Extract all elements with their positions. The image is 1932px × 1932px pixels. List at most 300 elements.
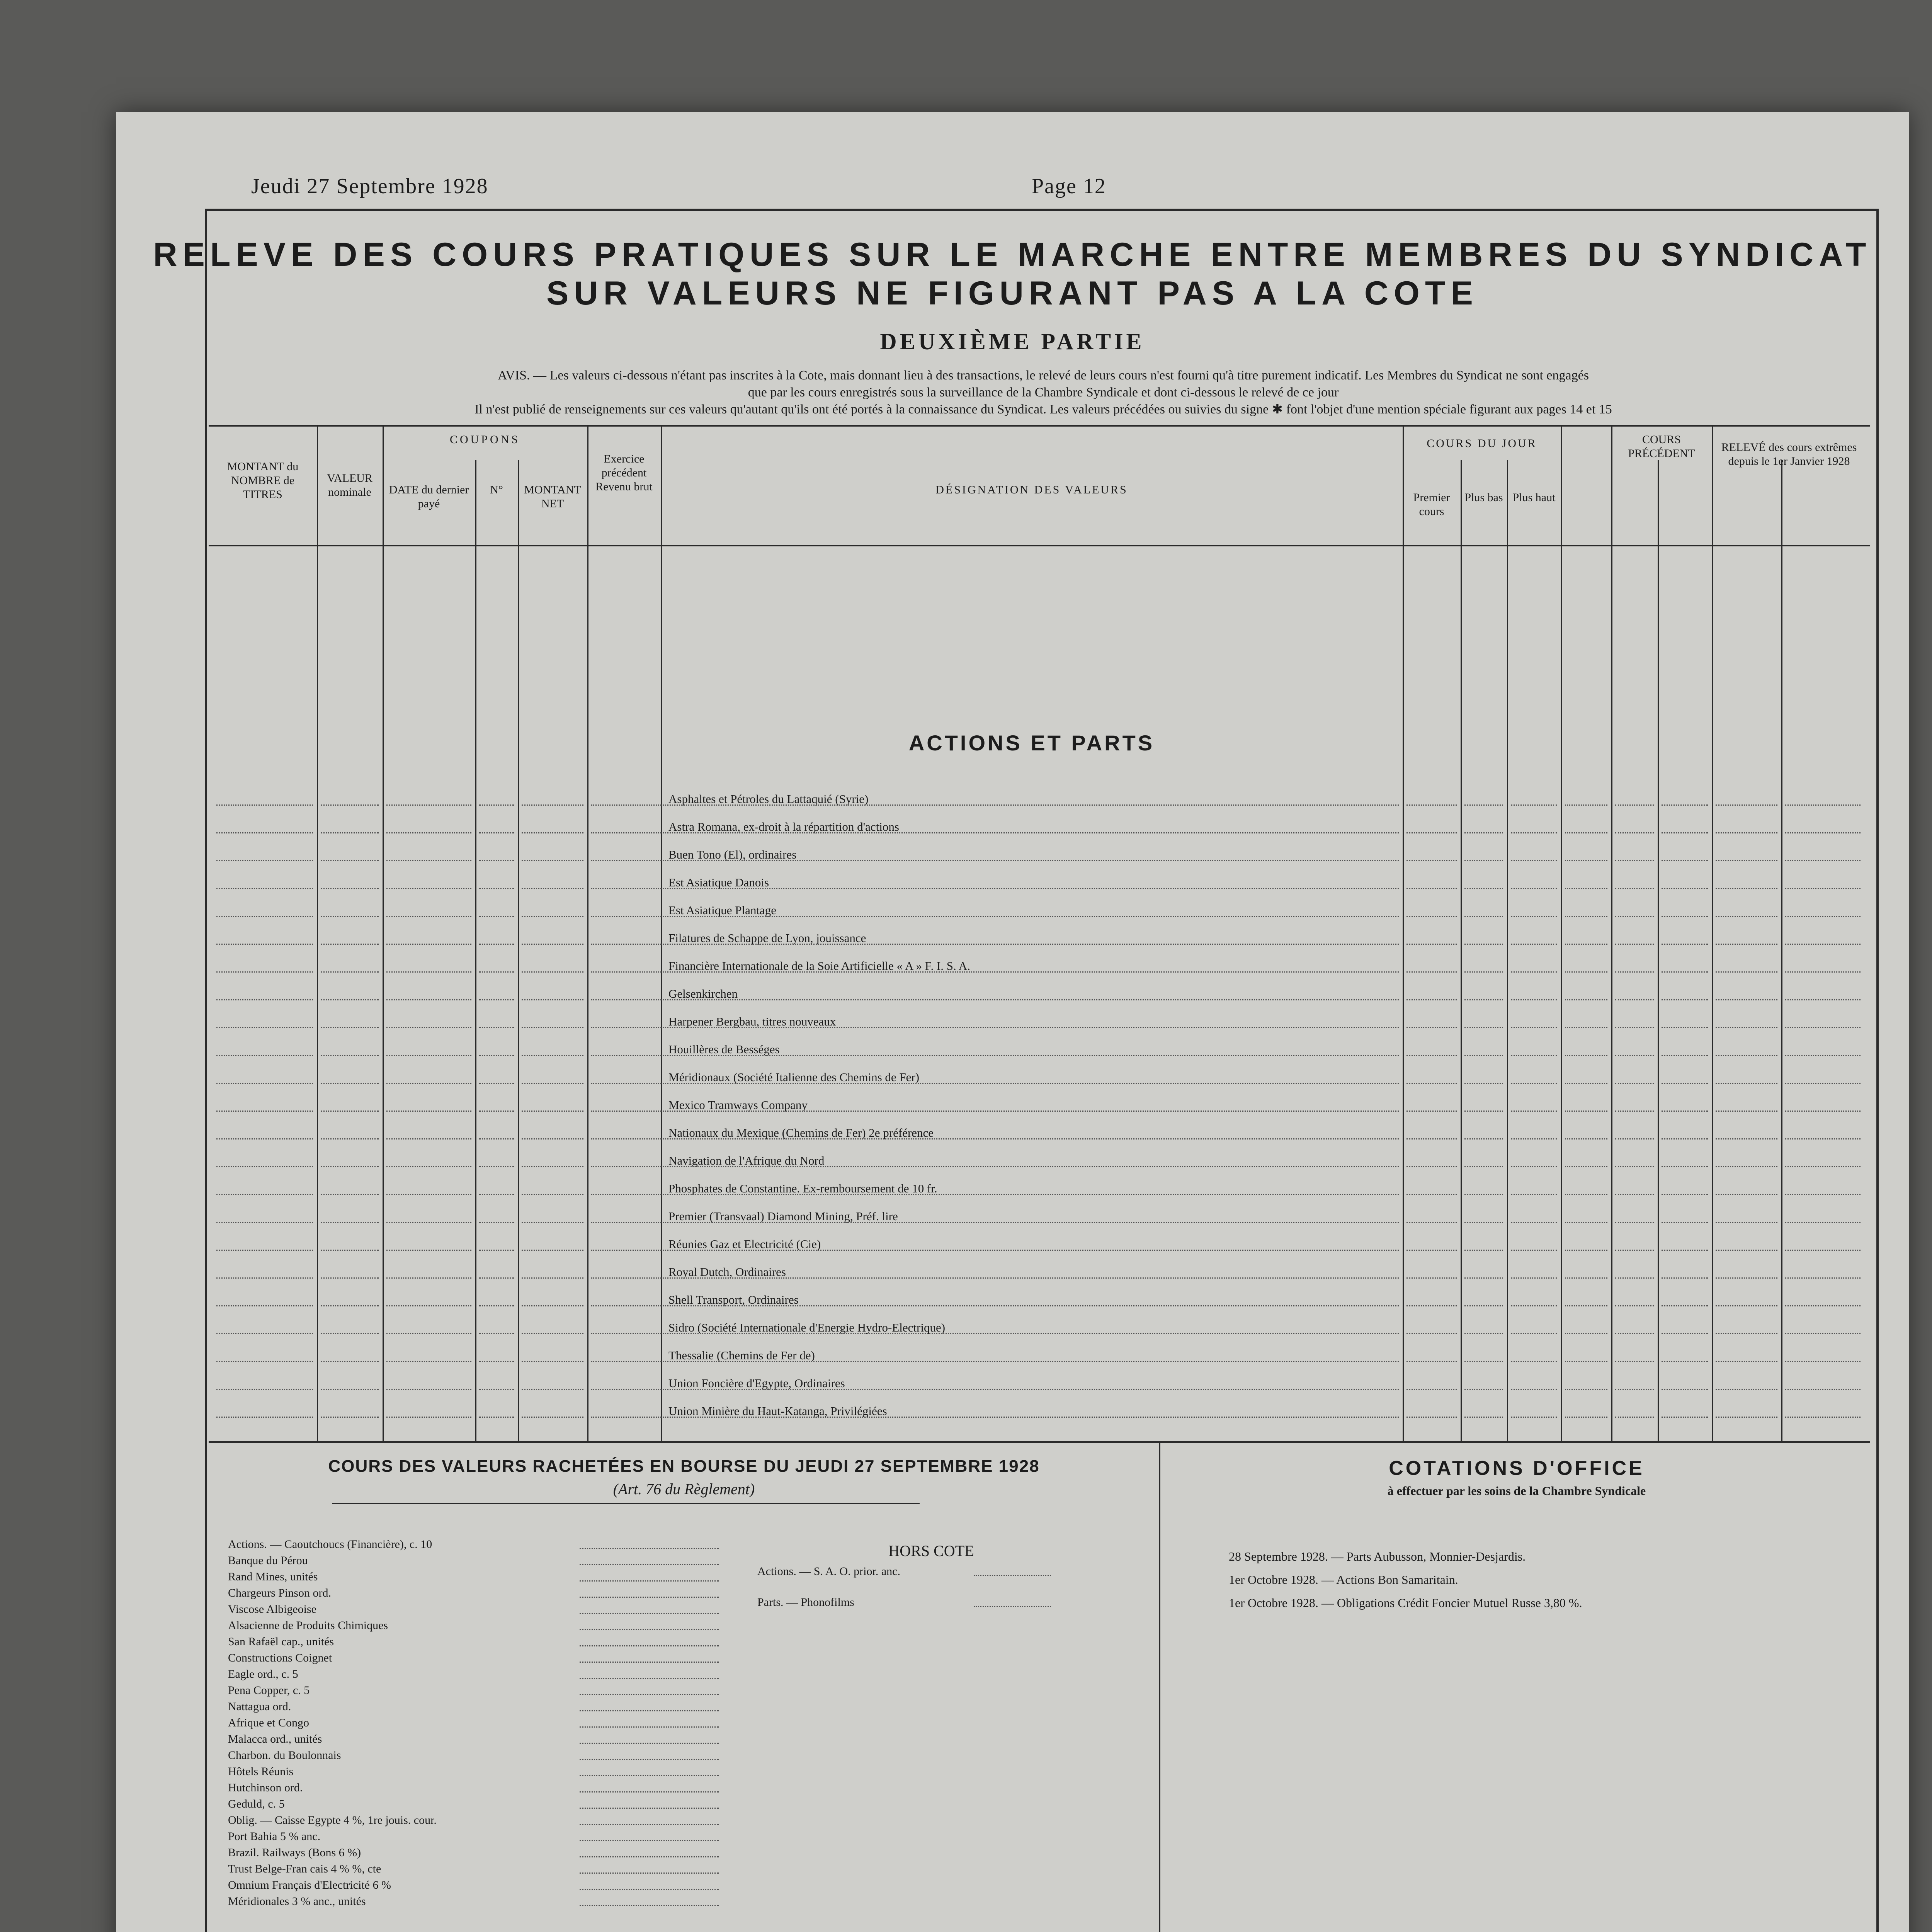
- dotted-leader: [1615, 804, 1654, 806]
- dotted-leader: [591, 971, 1399, 973]
- dotted-leader: [522, 971, 583, 973]
- dotted-leader: [321, 1055, 379, 1056]
- col-divider: [1561, 425, 1562, 1441]
- dotted-leader: [386, 1305, 471, 1306]
- dotted-leader: [216, 944, 313, 945]
- dotted-leader: [591, 888, 1399, 889]
- dotted-leader: [1565, 944, 1607, 945]
- dotted-leader: [1406, 1194, 1457, 1195]
- dotted-leader: [386, 832, 471, 833]
- dotted-leader: [1565, 1166, 1607, 1167]
- dotted-leader: [1511, 1166, 1557, 1167]
- dotted-leader: [1406, 1389, 1457, 1390]
- dotted-leader: [522, 1166, 583, 1167]
- dotted-leader: [386, 1389, 471, 1390]
- dotted-leader: [1662, 1222, 1708, 1223]
- dotted-leader: [1406, 1055, 1457, 1056]
- col-exercice: Exercice précédent Revenu brut: [595, 452, 653, 493]
- dotted-leader: [1785, 804, 1861, 806]
- dotted-leader: [522, 1194, 583, 1195]
- dotted-leader: [479, 1166, 514, 1167]
- dotted-leader: [1464, 1222, 1503, 1223]
- hors-cote-title: HORS COTE: [888, 1542, 974, 1560]
- rachetees-item: Charbon. du Boulonnais: [228, 1749, 341, 1762]
- col-montant: MONTANT du NOMBRE de TITRES: [227, 460, 299, 501]
- dotted-leader: [1406, 1111, 1457, 1112]
- dotted-leader: [386, 1361, 471, 1362]
- dotted-leader: [1464, 1138, 1503, 1139]
- cotations-subtitle: à effectuer par les soins de la Chambre Syndicale: [1387, 1484, 1646, 1498]
- dotted-leader: [1406, 1305, 1457, 1306]
- dotted-leader: [1464, 1166, 1503, 1167]
- dotted-leader: [974, 1606, 1051, 1607]
- dotted-leader: [1716, 999, 1777, 1000]
- dotted-leader: [479, 860, 514, 861]
- dotted-leader: [1785, 832, 1861, 833]
- dotted-leader: [1511, 1250, 1557, 1251]
- col-premier: Premier cours: [1413, 491, 1450, 518]
- dotted-leader: [591, 1166, 1399, 1167]
- dotted-leader: [1511, 916, 1557, 917]
- dotted-leader: [479, 1250, 514, 1251]
- dotted-leader: [1662, 1083, 1708, 1084]
- rachetees-item: Alsacienne de Produits Chimiques: [228, 1619, 388, 1632]
- dotted-leader: [580, 1662, 719, 1663]
- actions-row-designation: Est Asiatique Plantage: [668, 903, 776, 917]
- dotted-leader: [974, 1575, 1051, 1576]
- dotted-leader: [1464, 944, 1503, 945]
- dotted-leader: [1511, 1027, 1557, 1028]
- dotted-leader: [1716, 1277, 1777, 1279]
- dotted-leader: [1565, 1194, 1607, 1195]
- section-divider: [1159, 1441, 1160, 1932]
- dotted-leader: [580, 1889, 719, 1890]
- dotted-leader: [1511, 832, 1557, 833]
- dotted-leader: [522, 1111, 583, 1112]
- actions-row-designation: Premier (Transvaal) Diamond Mining, Préf. lire: [668, 1209, 898, 1223]
- dotted-leader: [522, 1333, 583, 1334]
- dotted-leader: [522, 1417, 583, 1418]
- dotted-leader: [1511, 1083, 1557, 1084]
- dotted-leader: [321, 1111, 379, 1112]
- dotted-leader: [386, 1027, 471, 1028]
- dotted-leader: [1716, 916, 1777, 917]
- table-top-rule: [209, 425, 1870, 427]
- dotted-leader: [216, 1277, 313, 1279]
- dotted-leader: [216, 1333, 313, 1334]
- dotted-leader: [591, 1333, 1399, 1334]
- dotted-leader: [1615, 1027, 1654, 1028]
- dotted-leader: [1785, 971, 1861, 973]
- dotted-leader: [1565, 916, 1607, 917]
- dotted-leader: [1565, 888, 1607, 889]
- dotted-leader: [1785, 1222, 1861, 1223]
- rachetees-item: Rand Mines, unités: [228, 1570, 318, 1583]
- dotted-leader: [1406, 888, 1457, 889]
- dotted-leader: [1785, 860, 1861, 861]
- dotted-leader: [1785, 916, 1861, 917]
- dotted-leader: [321, 1083, 379, 1084]
- rachetees-item: Banque du Pérou: [228, 1554, 308, 1567]
- dotted-leader: [1716, 1250, 1777, 1251]
- col-coupons: COUPONS: [449, 433, 520, 446]
- dotted-leader: [216, 916, 313, 917]
- dotted-leader: [321, 1389, 379, 1390]
- dotted-leader: [1406, 1417, 1457, 1418]
- dotted-leader: [386, 1166, 471, 1167]
- cotations-item: 1er Octobre 1928. — Actions Bon Samaritain.: [1229, 1573, 1458, 1587]
- dotted-leader: [1511, 1055, 1557, 1056]
- actions-row-designation: Réunies Gaz et Electricité (Cie): [668, 1237, 821, 1251]
- dotted-leader: [1662, 804, 1708, 806]
- dotted-leader: [1716, 971, 1777, 973]
- dotted-leader: [1511, 1305, 1557, 1306]
- dotted-leader: [1511, 971, 1557, 973]
- rachetees-item: Viscose Albigeoise: [228, 1603, 316, 1616]
- rachetees-item: Brazil. Railways (Bons 6 %): [228, 1846, 361, 1859]
- dotted-leader: [1615, 1194, 1654, 1195]
- dotted-leader: [479, 1222, 514, 1223]
- dotted-leader: [591, 944, 1399, 945]
- dotted-leader: [1785, 1194, 1861, 1195]
- dotted-leader: [386, 916, 471, 917]
- dotted-leader: [321, 944, 379, 945]
- dotted-leader: [1716, 1417, 1777, 1418]
- dotted-leader: [1662, 832, 1708, 833]
- rachetees-item: Chargeurs Pinson ord.: [228, 1587, 331, 1599]
- dotted-leader: [1785, 1083, 1861, 1084]
- dotted-leader: [1464, 1027, 1503, 1028]
- dotted-leader: [1464, 1055, 1503, 1056]
- dotted-leader: [321, 888, 379, 889]
- dotted-leader: [216, 1250, 313, 1251]
- dotted-leader: [1615, 1111, 1654, 1112]
- col-divider: [1507, 460, 1508, 1441]
- rachetees-item: Méridionales 3 % anc., unités: [228, 1895, 366, 1908]
- col-divider: [518, 460, 519, 1441]
- dotted-leader: [580, 1710, 719, 1711]
- cotations-title: COTATIONS D'OFFICE: [1389, 1457, 1645, 1480]
- dotted-leader: [1406, 1222, 1457, 1223]
- main-title-line1: RELEVE DES COURS PRATIQUES SUR LE MARCHE ENTRE MEMBRES DU SYNDICAT: [153, 236, 1872, 273]
- dotted-leader: [1785, 1111, 1861, 1112]
- dotted-leader: [1785, 1277, 1861, 1279]
- rachetees-item: Trust Belge-Fran cais 4 % %, cte: [228, 1862, 381, 1875]
- rachetees-item: Geduld, c. 5: [228, 1798, 285, 1810]
- dotted-leader: [580, 1775, 719, 1776]
- rachetees-item: Eagle ord., c. 5: [228, 1668, 298, 1680]
- dotted-leader: [522, 888, 583, 889]
- dotted-leader: [591, 1111, 1399, 1112]
- dotted-leader: [1662, 1333, 1708, 1334]
- dotted-leader: [321, 832, 379, 833]
- dotted-leader: [1406, 916, 1457, 917]
- dotted-leader: [591, 1138, 1399, 1139]
- dotted-leader: [216, 1055, 313, 1056]
- dotted-leader: [580, 1645, 719, 1646]
- col-valeur: VALEUR nominale: [327, 472, 372, 498]
- dotted-leader: [216, 999, 313, 1000]
- dotted-leader: [216, 1194, 313, 1195]
- dotted-leader: [1565, 1361, 1607, 1362]
- actions-row-designation: Sidro (Société Internationale d'Energie Hydro-Electrique): [668, 1321, 946, 1334]
- dotted-leader: [386, 1055, 471, 1056]
- dotted-leader: [1511, 1138, 1557, 1139]
- actions-row-designation: Houillères de Bességes: [668, 1043, 780, 1056]
- dotted-leader: [1716, 1361, 1777, 1362]
- dotted-leader: [1615, 1166, 1654, 1167]
- dotted-leader: [216, 971, 313, 973]
- actions-row-designation: Navigation de l'Afrique du Nord: [668, 1154, 825, 1167]
- dotted-leader: [580, 1564, 719, 1565]
- dotted-leader: [479, 804, 514, 806]
- dotted-leader: [321, 999, 379, 1000]
- dotted-leader: [386, 1138, 471, 1139]
- dotted-leader: [522, 1055, 583, 1056]
- dotted-leader: [580, 1856, 719, 1857]
- dotted-leader: [1464, 1194, 1503, 1195]
- dotted-leader: [1716, 1111, 1777, 1112]
- dotted-leader: [479, 1083, 514, 1084]
- dotted-leader: [1785, 1055, 1861, 1056]
- dotted-leader: [1406, 832, 1457, 833]
- dotted-leader: [1615, 1083, 1654, 1084]
- dotted-leader: [1785, 1361, 1861, 1362]
- dotted-leader: [1406, 804, 1457, 806]
- dotted-leader: [216, 1417, 313, 1418]
- dotted-leader: [386, 860, 471, 861]
- dotted-leader: [1565, 1250, 1607, 1251]
- dotted-leader: [386, 1333, 471, 1334]
- dotted-leader: [1785, 888, 1861, 889]
- dotted-leader: [479, 888, 514, 889]
- dotted-leader: [321, 1194, 379, 1195]
- dotted-leader: [386, 1194, 471, 1195]
- col-divider: [1611, 425, 1612, 1441]
- dotted-leader: [1662, 1389, 1708, 1390]
- dotted-leader: [522, 1361, 583, 1362]
- dotted-leader: [1464, 916, 1503, 917]
- dotted-leader: [1716, 1166, 1777, 1167]
- dotted-leader: [1565, 804, 1607, 806]
- dotted-leader: [1565, 1417, 1607, 1418]
- dotted-leader: [580, 1840, 719, 1841]
- dotted-leader: [1716, 1305, 1777, 1306]
- dotted-leader: [1615, 860, 1654, 861]
- actions-row-designation: Astra Romana, ex-droit à la répartition d'actions: [668, 820, 899, 833]
- dotted-leader: [1565, 1138, 1607, 1139]
- avis-line2: que par les cours enregistrés sous la surveillance de la Chambre Syndicale et dont ci-dessous le relevé de ce jour: [748, 385, 1339, 400]
- dotted-leader: [1464, 832, 1503, 833]
- dotted-leader: [591, 804, 1399, 806]
- dotted-leader: [1615, 1417, 1654, 1418]
- dotted-leader: [1716, 1083, 1777, 1084]
- dotted-leader: [580, 1580, 719, 1582]
- rachetees-title: COURS DES VALEURS RACHETÉES EN BOURSE DU JEUDI 27 SEPTEMBRE 1928: [328, 1457, 1040, 1476]
- col-divider: [475, 460, 476, 1441]
- dotted-leader: [1615, 1250, 1654, 1251]
- dotted-leader: [216, 804, 313, 806]
- dotted-leader: [1716, 888, 1777, 889]
- dotted-leader: [591, 1250, 1399, 1251]
- dotted-leader: [1662, 1166, 1708, 1167]
- dotted-leader: [1565, 1305, 1607, 1306]
- dotted-leader: [580, 1824, 719, 1825]
- dotted-leader: [479, 1194, 514, 1195]
- col-plus-haut: Plus haut: [1512, 491, 1556, 504]
- dotted-leader: [1464, 1083, 1503, 1084]
- dotted-leader: [522, 916, 583, 917]
- dotted-leader: [522, 1389, 583, 1390]
- dotted-leader: [1406, 944, 1457, 945]
- dotted-leader: [1464, 1305, 1503, 1306]
- dotted-leader: [1406, 1333, 1457, 1334]
- dotted-leader: [1716, 804, 1777, 806]
- dotted-leader: [321, 860, 379, 861]
- dotted-leader: [1406, 999, 1457, 1000]
- dotted-leader: [1662, 916, 1708, 917]
- dotted-leader: [522, 1250, 583, 1251]
- rachetees-rule: [332, 1503, 920, 1504]
- dotted-leader: [1615, 1277, 1654, 1279]
- dotted-leader: [1406, 860, 1457, 861]
- col-divider: [1712, 425, 1713, 1441]
- dotted-leader: [1615, 1055, 1654, 1056]
- dotted-leader: [1662, 1277, 1708, 1279]
- dotted-leader: [591, 1083, 1399, 1084]
- dotted-leader: [1565, 832, 1607, 833]
- dotted-leader: [1662, 1417, 1708, 1418]
- dotted-leader: [479, 1111, 514, 1112]
- actions-row-designation: Gelsenkirchen: [668, 987, 738, 1000]
- dotted-leader: [479, 1027, 514, 1028]
- dotted-leader: [1785, 944, 1861, 945]
- page-date: Jeudi 27 Septembre 1928: [251, 174, 488, 198]
- dotted-leader: [1785, 1305, 1861, 1306]
- dotted-leader: [580, 1791, 719, 1793]
- dotted-leader: [1716, 832, 1777, 833]
- dotted-leader: [321, 916, 379, 917]
- dotted-leader: [591, 1027, 1399, 1028]
- col-divider: [317, 425, 318, 1441]
- newspaper-page: [116, 112, 1909, 1932]
- dotted-leader: [321, 1166, 379, 1167]
- dotted-leader: [591, 1305, 1399, 1306]
- dotted-leader: [216, 1166, 313, 1167]
- dotted-leader: [479, 999, 514, 1000]
- dotted-leader: [479, 1333, 514, 1334]
- dotted-leader: [1662, 1027, 1708, 1028]
- dotted-leader: [386, 1083, 471, 1084]
- col-plus-bas: Plus bas: [1464, 491, 1503, 504]
- dotted-leader: [1615, 1305, 1654, 1306]
- table-head-rule: [209, 545, 1870, 546]
- dotted-leader: [1406, 1277, 1457, 1279]
- dotted-leader: [1615, 888, 1654, 889]
- dotted-leader: [1511, 1222, 1557, 1223]
- dotted-leader: [1615, 1389, 1654, 1390]
- dotted-leader: [580, 1629, 719, 1630]
- actions-row-designation: Union Foncière d'Egypte, Ordinaires: [668, 1376, 845, 1390]
- rachetees-item: Afrique et Congo: [228, 1716, 309, 1729]
- dotted-leader: [522, 1083, 583, 1084]
- dotted-leader: [321, 1361, 379, 1362]
- dotted-leader: [1464, 971, 1503, 973]
- dotted-leader: [1662, 860, 1708, 861]
- cotations-item: 28 Septembre 1928. — Parts Aubusson, Monnier-Desjardis.: [1229, 1549, 1526, 1563]
- actions-row-designation: Thessalie (Chemins de Fer de): [668, 1349, 815, 1362]
- dotted-leader: [216, 1389, 313, 1390]
- part-title: DEUXIÈME PARTIE: [880, 329, 1145, 354]
- dotted-leader: [1615, 944, 1654, 945]
- dotted-leader: [1511, 860, 1557, 861]
- dotted-leader: [591, 832, 1399, 833]
- col-designation: DÉSIGNATION DES VALEURS: [935, 483, 1128, 496]
- dotted-leader: [1716, 944, 1777, 945]
- dotted-leader: [479, 1138, 514, 1139]
- dotted-leader: [580, 1613, 719, 1614]
- dotted-leader: [1716, 1222, 1777, 1223]
- col-montant-net: MONTANT NET: [524, 483, 581, 510]
- dotted-leader: [580, 1872, 719, 1874]
- dotted-leader: [386, 888, 471, 889]
- rachetees-item: Malacca ord., unités: [228, 1733, 322, 1745]
- dotted-leader: [1785, 1389, 1861, 1390]
- dotted-leader: [1716, 1055, 1777, 1056]
- col-divider: [383, 425, 384, 1441]
- cotations-item: 1er Octobre 1928. — Obligations Crédit Foncier Mutuel Russe 3,80 %.: [1229, 1596, 1582, 1610]
- dotted-leader: [1406, 1027, 1457, 1028]
- dotted-leader: [1565, 971, 1607, 973]
- dotted-leader: [522, 860, 583, 861]
- col-divider: [587, 425, 588, 1441]
- dotted-leader: [386, 804, 471, 806]
- col-divider: [1658, 460, 1659, 1441]
- dotted-leader: [1511, 1417, 1557, 1418]
- dotted-leader: [591, 1222, 1399, 1223]
- dotted-leader: [1406, 1166, 1457, 1167]
- dotted-leader: [1565, 1333, 1607, 1334]
- dotted-leader: [1662, 1111, 1708, 1112]
- dotted-leader: [1464, 804, 1503, 806]
- dotted-leader: [1464, 1277, 1503, 1279]
- actions-row-designation: Shell Transport, Ordinaires: [668, 1293, 799, 1306]
- dotted-leader: [522, 999, 583, 1000]
- dotted-leader: [1511, 1361, 1557, 1362]
- dotted-leader: [1615, 1138, 1654, 1139]
- actions-section-title: ACTIONS ET PARTS: [908, 731, 1155, 755]
- dotted-leader: [479, 1389, 514, 1390]
- dotted-leader: [1464, 888, 1503, 889]
- dotted-leader: [1464, 1389, 1503, 1390]
- dotted-leader: [580, 1597, 719, 1598]
- dotted-leader: [386, 1277, 471, 1279]
- rachetees-item: Oblig. — Caisse Egypte 4 %, 1re jouis. cour.: [228, 1814, 437, 1827]
- dotted-leader: [591, 999, 1399, 1000]
- dotted-leader: [1565, 1277, 1607, 1279]
- dotted-leader: [1662, 888, 1708, 889]
- dotted-leader: [1785, 1138, 1861, 1139]
- dotted-leader: [1406, 971, 1457, 973]
- actions-row-designation: Méridionaux (Société Italienne des Chemins de Fer): [668, 1070, 920, 1084]
- dotted-leader: [386, 1222, 471, 1223]
- col-cours-precedent: COURS PRÉCÉDENT: [1628, 433, 1695, 460]
- dotted-leader: [1406, 1083, 1457, 1084]
- dotted-leader: [1464, 1250, 1503, 1251]
- dotted-leader: [479, 1305, 514, 1306]
- rachetees-item: San Rafaël cap., unités: [228, 1635, 334, 1648]
- dotted-leader: [1716, 1138, 1777, 1139]
